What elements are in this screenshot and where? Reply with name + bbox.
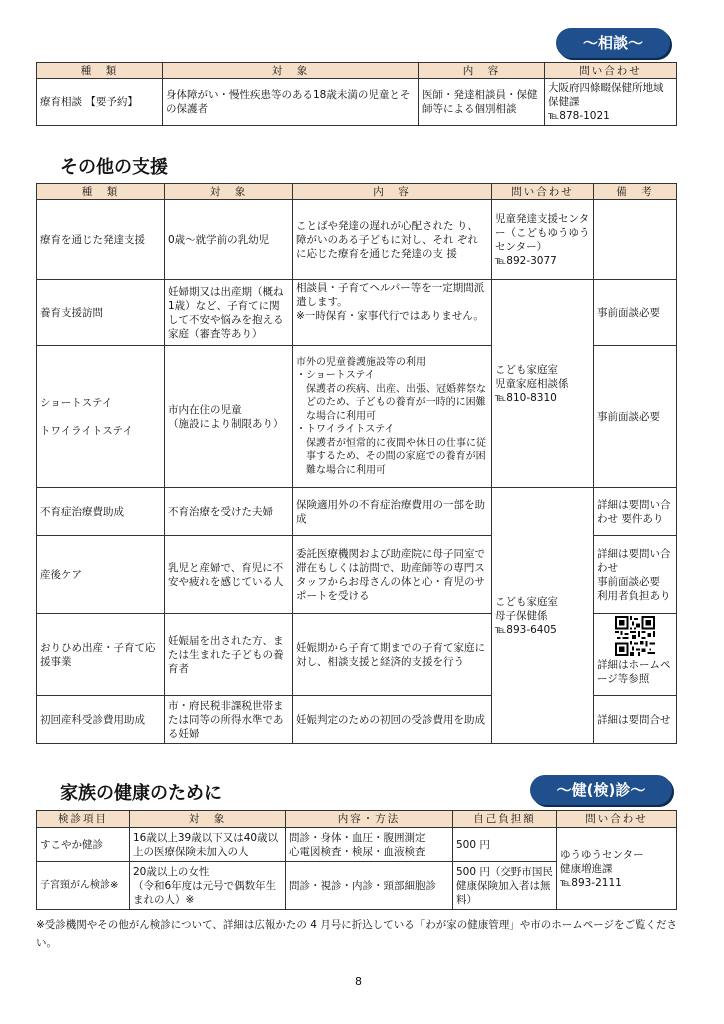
cell-type: 産後ケア (37, 536, 165, 614)
cell-note (594, 614, 677, 696)
content-line: 保護者の疾病、出産、出張、冠婚葬祭などのため、子どもの養育が一時的に困難な場合に利用可 (306, 383, 486, 422)
col-header-contact: 問い合わせ (557, 811, 677, 828)
cell-note: 事前面談必要 (594, 346, 677, 488)
cell-note: 詳細は要問い合わせ 要件あり (594, 488, 677, 536)
target-line: 20歳以上の女性 (133, 865, 210, 878)
content-line: 相談員・子育てヘルパー等を一定期間派遣します。 (296, 282, 485, 308)
content-line: 保護者が恒常的に夜間や休日の仕事に従事するため、その間の家庭での養育が困難な場合に利用可 (306, 437, 486, 476)
cell-target: 乳児と産婦で、育児に不安や疲れを感じている人 (165, 536, 293, 614)
other-support-title: その他の支援 (60, 157, 168, 178)
cell-content: 保険適用外の不育症治療費用の一部を助成 (293, 488, 492, 536)
contact-tel: ℡878-1021 (548, 110, 610, 122)
cell-target (165, 346, 293, 488)
cell-target: 0歳～就学前の乳幼児 (165, 200, 293, 280)
contact-name: こども家庭室 (495, 595, 558, 608)
col-header-cost: 自己負担額 (453, 811, 557, 828)
target-line: 市内在住の児童 (168, 403, 242, 416)
col-header-note: 備 考 (594, 184, 677, 200)
target-line: （令和6年度は元号で偶数年生まれの人）※ (133, 879, 277, 906)
cell-target: 市・府民税非課税世帯または同等の所得水準である妊婦 (165, 696, 293, 744)
content-line: ・トワイライトステイ (296, 424, 395, 436)
table-row (37, 488, 677, 536)
note-line: 事前面談必要 利用者負担あり (597, 575, 671, 602)
contact-tel: ℡892-3077 (495, 254, 557, 267)
cell-content (293, 280, 492, 346)
contact-name: ゆうゆうセンター (560, 848, 644, 861)
table-row (37, 200, 677, 280)
content-line: 市外の児童養護施設等の利用 (296, 356, 426, 368)
cell-content: ことばや発達の遅れが心配された り、障がいのある子どもに対し、それ ぞれに応じた療育を通じた発達の支 援 (293, 200, 492, 280)
cell-type: 不育症治療費助成 (37, 488, 165, 536)
cell-content: 妊娠判定のための初回の受診費用を助成 (293, 696, 492, 744)
cell-note: 事前面談必要 (594, 280, 677, 346)
cell-target: 身体障がい・慢性疾患等のある18歳未満の児童とその保護者 (163, 79, 419, 126)
col-header-target: 対 象 (163, 63, 419, 79)
cell-cost: 500 円 (453, 828, 557, 862)
col-header-target: 対 象 (130, 811, 286, 828)
cell-note: 詳細は要問合せ (594, 696, 677, 744)
consult-table (36, 62, 677, 126)
contact-name: 大阪府四條畷保健所地域保健課 (548, 82, 664, 108)
cell-contact (492, 200, 594, 280)
cell-item: 子宮頸がん検診※ (37, 862, 130, 910)
page-number: 8 (355, 975, 362, 988)
contact-tel: ℡893-2111 (560, 876, 622, 889)
content-line: ※一時保育・家事代行ではありません。 (296, 310, 484, 322)
cell-contact (557, 828, 677, 910)
contact-name: 児童家庭相談係 (495, 377, 569, 390)
cell-content: 問診・視診・内診・頸部細胞診 (286, 862, 453, 910)
other-support-table (36, 183, 677, 744)
cell-target: 妊娠届を出された方、または生まれた子どもの養育者 (165, 614, 293, 696)
cell-type: 療育を通じた発達支援 (37, 200, 165, 280)
note-line: 詳細はホームページ等参照 (597, 659, 671, 685)
table-row (37, 280, 677, 346)
cell-content: 医師・発達相談員・保健師等による個別相談 (419, 79, 545, 126)
cell-content (286, 828, 453, 862)
content-line: 心電図検査・検尿・血液検査 (289, 845, 426, 858)
col-header-content: 内 容 (293, 184, 492, 200)
col-header-content: 内容・方法 (286, 811, 453, 828)
contact-name: 児童発達支援センター（こどもゆうゆうセンター） (495, 212, 590, 253)
consult-badge: ～相談～ (556, 28, 670, 58)
cell-note (594, 536, 677, 614)
cell-type: おりひめ出産・子育て応援事業 (37, 614, 165, 696)
cell-contact (492, 280, 594, 488)
target-line: （施設により制限あり） (168, 417, 284, 430)
contact-name: 母子保健係 (495, 609, 548, 622)
col-header-target: 対 象 (165, 184, 293, 200)
health-table (36, 810, 677, 910)
footnote: ※受診機関やその他がん検診について、詳細は広報かたの 4 月号に折込している「わが家の健康管理」や市のホームページをご覧ください。 (36, 919, 678, 949)
qr-code-icon[interactable] (615, 616, 655, 656)
type-line: ショートステイ (40, 396, 113, 409)
col-header-type: 種 類 (37, 63, 163, 79)
cell-type: 療育相談 【要予約】 (37, 79, 163, 126)
contact-tel: ℡810-8310 (495, 391, 557, 404)
cell-type: 初回産科受診費用助成 (37, 696, 165, 744)
cell-item: すこやか健診 (37, 828, 130, 862)
health-title: 家族の健康のために (60, 783, 222, 804)
cell-type (37, 346, 165, 488)
content-line: ・ショートステイ (296, 370, 375, 382)
note-line: 詳細は要問い合わせ (597, 547, 671, 574)
cell-target (130, 862, 286, 910)
cell-content: 妊娠期から子育て期までの子育て家庭に対し、相談支援と経済的支援を行う (293, 614, 492, 696)
contact-name: こども家庭室 (495, 363, 558, 376)
type-line: トワイライトステイ (40, 424, 133, 437)
contact-name: 健康増進課 (560, 862, 613, 875)
cell-cost: 500 円（交野市国民健康保険加入者は無料） (453, 862, 557, 910)
cell-target: 不育治療を受けた夫婦 (165, 488, 293, 536)
col-header-item: 検診項目 (37, 811, 130, 828)
col-header-contact: 問い合わせ (492, 184, 594, 200)
cell-note (594, 200, 677, 280)
cell-type: 養育支援訪問 (37, 280, 165, 346)
col-header-contact: 問い合わせ (545, 63, 677, 79)
cell-contact (545, 79, 677, 126)
col-header-content: 内 容 (419, 63, 545, 79)
col-header-type: 種 類 (37, 184, 165, 200)
cell-content: 委託医療機関および助産院に母子同室で滞在もしくは訪問で、助産師等の専門スタッフからお母さんの体と心・育児のサポートを受ける (293, 536, 492, 614)
checkup-badge: ～健(検)診～ (530, 775, 672, 805)
table-row (37, 79, 677, 126)
cell-contact (492, 488, 594, 744)
cell-target: 妊婦期又は出産期（概ね1歳）など、子育てに関して不安や悩みを抱える家庭（審査等あり） (165, 280, 293, 346)
cell-target: 16歳以上39歳以下又は40歳以上の医療保険未加入の人 (130, 828, 286, 862)
table-row (37, 828, 677, 862)
cell-content (293, 346, 492, 488)
content-line: 問診・身体・血圧・腹囲測定 (289, 831, 426, 844)
contact-tel: ℡893-6405 (495, 623, 557, 636)
